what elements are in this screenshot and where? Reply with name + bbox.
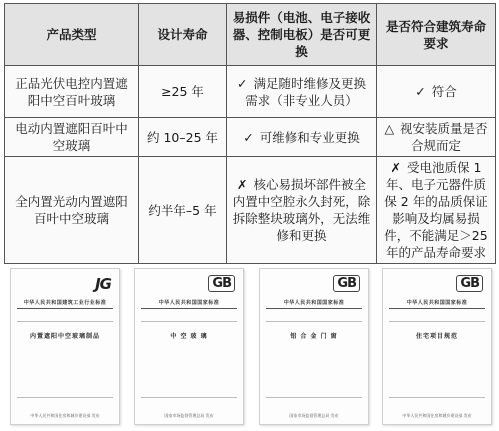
cell-design-life: 约 10–25 年 <box>139 118 227 157</box>
cover-title: 铝 合 金 门 窗 <box>290 333 338 340</box>
cover-footer: 中华人民共和国住房和城乡建设部 发布 <box>30 413 100 418</box>
check-icon: ✓ <box>415 84 426 99</box>
cell-compliance <box>377 118 496 157</box>
comparison-table <box>4 3 496 264</box>
cell-replaceable <box>227 157 377 264</box>
standard-cover-gb <box>382 268 492 425</box>
divider <box>389 321 485 322</box>
cross-icon: ✗ <box>237 177 248 192</box>
cover-footer: 中华人民共和国住房和城乡建设部 发布 <box>402 413 472 418</box>
cell-compliance-text: 符合 <box>431 84 457 99</box>
cover-title: 内置遮阳中空玻璃制品 <box>29 333 100 340</box>
cell-compliance <box>377 157 496 264</box>
divider <box>17 321 113 322</box>
cell-replaceable-text: 可维修和专业更换 <box>259 129 360 145</box>
cell-compliance-text: 视安装质量是否合规而定 <box>400 121 488 153</box>
cell-replaceable <box>227 118 377 157</box>
divider <box>266 397 362 398</box>
header-product-type: 产品类型 <box>5 4 139 66</box>
cell-product-type: 电动内置遮阳百叶中空玻璃 <box>5 118 139 157</box>
cell-design-life: ≥25 年 <box>139 66 227 118</box>
cell-compliance <box>377 66 496 118</box>
gb-logo-icon: GB <box>333 275 360 292</box>
triangle-icon: △ <box>384 121 395 136</box>
cell-product-type: 正品光伏电控内置遮阳中空百叶玻璃 <box>5 66 139 118</box>
cover-header: 中华人民共和国国家标准 <box>389 299 485 309</box>
table-header-row <box>5 4 496 66</box>
table-row <box>5 118 496 157</box>
divider <box>141 321 237 322</box>
cover-footer: 国家市场监督管理总局 发布 <box>289 413 339 418</box>
divider <box>17 397 113 398</box>
check-icon: ✓ <box>243 129 254 145</box>
cover-footer: 国家市场监督管理总局 发布 <box>164 413 214 418</box>
cell-product-type: 全内置光动内置遮阳百叶中空玻璃 <box>5 157 139 264</box>
gb-logo-icon: GB <box>208 275 235 292</box>
standards-covers <box>0 266 499 431</box>
cover-header: 中华人民共和国国家标准 <box>141 299 237 309</box>
cover-title: 住宅项目规范 <box>415 333 458 340</box>
jg-logo-icon: JG <box>95 275 111 293</box>
header-compliance: 是否符合建筑寿命要求 <box>377 4 496 66</box>
cover-header: 中华人民共和国国家标准 <box>266 299 362 309</box>
cover-title: 中 空 玻 璃 <box>170 333 208 340</box>
standard-cover-gb <box>134 268 244 425</box>
header-design-life: 设计寿命 <box>139 4 227 66</box>
standard-cover-jg <box>10 268 120 425</box>
check-icon: ✓ <box>237 75 248 91</box>
cell-compliance-text: 受电池质保 1 年、电子元器件质保 2 年的品质保证影响及均属易损件，不能满足＞25 年的产品寿命要求 <box>384 160 488 260</box>
cell-replaceable-text: 核心易损坏部件被全内置中空腔永久封死，除拆除整块玻璃外，无法维修和更换 <box>232 177 371 243</box>
cell-design-life: 约半年–5 年 <box>139 157 227 264</box>
table-row <box>5 157 496 264</box>
header-replaceable: 易损件（电池、电子接收器、控制电板）是否可更换 <box>227 4 377 66</box>
divider <box>141 397 237 398</box>
table-row <box>5 66 496 118</box>
divider <box>389 397 485 398</box>
cell-replaceable <box>227 66 377 118</box>
divider <box>266 321 362 322</box>
standard-cover-gb <box>259 268 369 425</box>
cover-header: 中华人民共和国建筑工业行业标准 <box>17 299 113 309</box>
cell-replaceable-text: 满足随时维修及更换需求（非专业人员） <box>245 75 366 108</box>
cross-icon: ✗ <box>390 160 402 175</box>
gb-logo-icon: GB <box>456 275 483 292</box>
